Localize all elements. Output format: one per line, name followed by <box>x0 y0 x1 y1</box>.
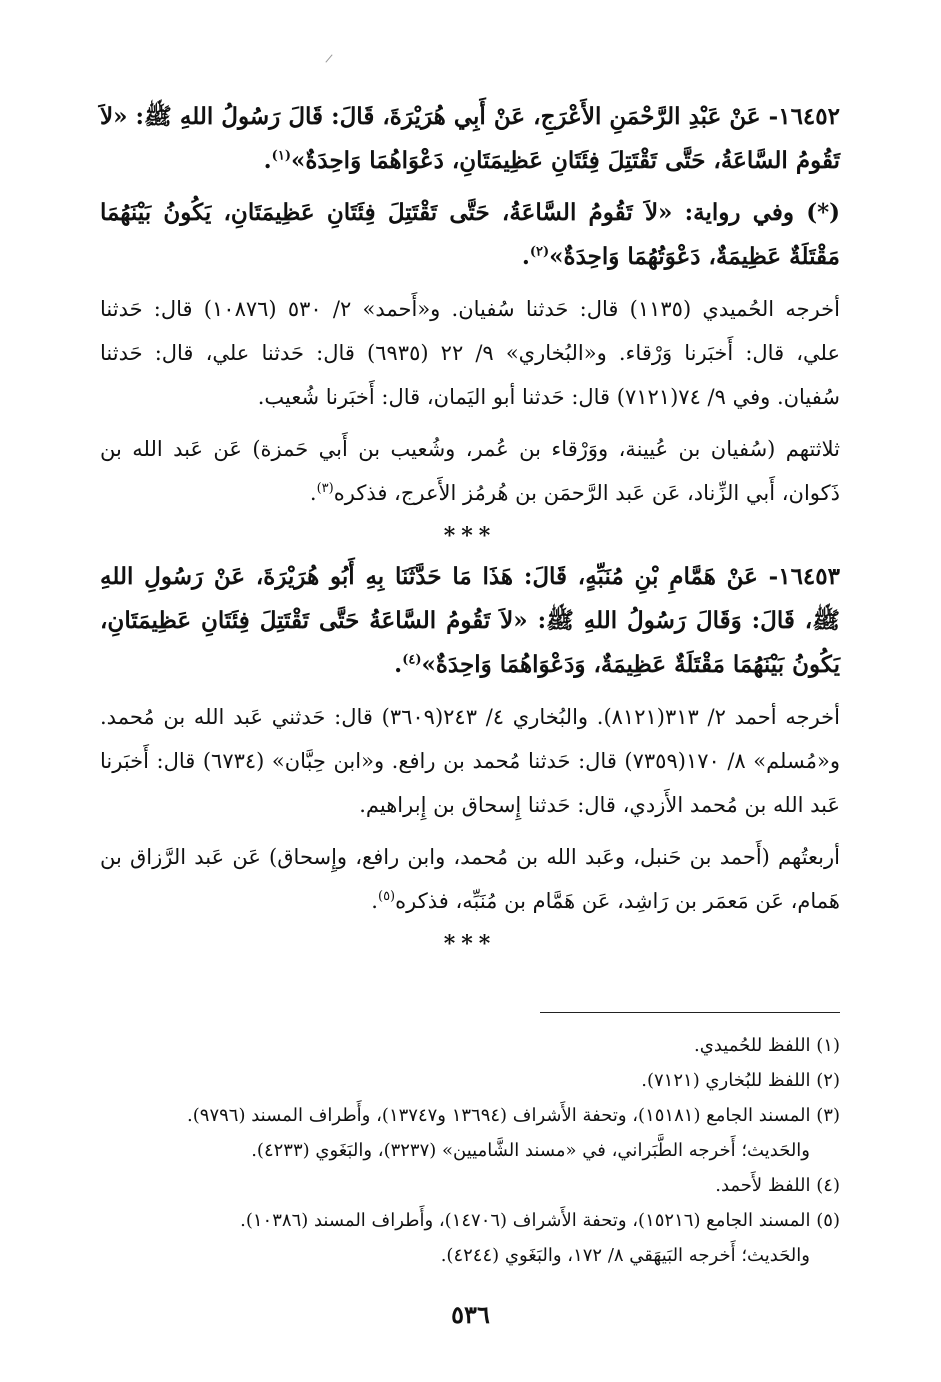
footnote-2: (٢) اللفظ للبُخاري (٧١٢١). <box>641 1070 840 1091</box>
main-text <box>100 95 840 963</box>
footnote-separator <box>540 1012 840 1013</box>
section-divider-2: *** <box>443 931 497 957</box>
chain-16453: أربعتُهم (أَحمد بن حَنبل، وعَبد الله بن مُحمد، وابن رافع، وإِسحاق) عَن عَبد الرَّزاق بن هَمام، عَن مَعمَر بن رَاشِد، عَن هَمَّام بن مُنَبِّه، فذكره$^{(٥)}$. <box>100 845 840 913</box>
footnote-4: (٤) اللفظ لأَحمد. <box>715 1175 840 1196</box>
footnote-ref-5: (٥) <box>377 889 396 904</box>
hadith-16453-text: ١٦٤٥٣- عَنْ هَمَّامِ بْنِ مُنَبِّهٍ، قَالَ: هَذَا مَا حَدَّثَنَا بِهِ أَبُو هُرَيْرَةَ، عَنْ رَسُولِ اللهِ ﷺ، قَالَ: وَقَالَ رَسُولُ اللهِ ﷺ: «لاَ تَقُومُ السَّاعَةُ حَتَّى تَقْتَتِلَ فِئَتَانِ عَظِيمَتَانِ، يَكُونُ بَيْنَهُمَا مَقْتَلَةٌ عَظِيمَةٌ، وَدَعْوَاهُمَا وَاحِدَةٌ» <box>100 563 840 678</box>
footnote-1: (١) اللفظ للحُميدي. <box>694 1035 840 1056</box>
chain-16453-text: أربعتُهم (أَحمد بن حَنبل، وعَبد الله بن مُحمد، وابن رافع، وإِسحاق) عَن عَبد الرَّزاق بن هَمام، عَن مَعمَر بن رَاشِد، عَن هَمَّام بن مُنَبِّه، فذكره <box>100 845 840 913</box>
scan-mark <box>325 54 332 62</box>
variant-narration-text: (*) وفي رواية: «لاَ تَقُومُ السَّاعَةُ، حَتَّى تَقْتَتِلَ فِئَتَانِ عَظِيمَتَانِ، يَكُونُ بَيْنَهُمَا مَقْتَلَةٌ عَظِيمَةٌ، دَعْوَتُهُمَا وَاحِدَةٌ» <box>100 199 840 270</box>
footnote-ref-4: (٤) <box>402 652 422 668</box>
variant-narration: (*) وفي رواية: «لاَ تَقُومُ السَّاعَةُ، حَتَّى تَقْتَتِلَ فِئَتَانِ عَظِيمَتَانِ، يَكُونُ بَيْنَهُمَا مَقْتَلَةٌ عَظِيمَةٌ، دَعْوَتُهُمَا وَاحِدَةٌ»$^{(٢)}$. <box>100 199 840 270</box>
hadith-16452-text: ١٦٤٥٢- عَنْ عَبْدِ الرَّحْمَنِ الأَعْرَجِ، عَنْ أَبِي هُرَيْرَةَ، قَالَ: قَالَ رَسُولُ اللهِ ﷺ: «لاَ تَقُومُ السَّاعَةُ، حَتَّى تَقْتَتِلَ فِئَتَانِ عَظِيمَتَانِ، دَعْوَاهُمَا وَاحِدَةٌ» <box>100 103 840 174</box>
footnote-ref-3: (٣) <box>316 481 334 496</box>
footnote-3: (٣) المسند الجامع (١٥١٨١)، وتحفة الأَشراف (١٣٦٩٤ و١٣٧٤٧)، وأَطراف المسند (٩٧٩٦). <box>187 1105 840 1126</box>
footnote-ref-1: (١) <box>271 148 291 164</box>
chain-16452: ثلاثتهم (سُفيان بن عُيينة، ووَرْقاء بن عُمر، وشُعيب بن أَبي حَمزة) عَن عَبد الله بن ذَكوان، أَبي الزِّناد، عَن عَبد الرَّحمَن بن هُرمُز الأَعرج، فذكره$^{(٣)}$. <box>100 437 840 505</box>
footnote-5-continued: والحَديث؛ أَخرجه البَيهَقي ٨/ ١٧٢، والبَغَوي (٤٢٤٤). <box>440 1245 810 1266</box>
footnote-ref-2: (٢) <box>529 244 550 260</box>
sources-16453: أخرجه أحمد ٢/ ٣١٣(٨١٢١). والبُخاري ٤/ ٢٤٣(٣٦٠٩) قال: حَدثني عَبد الله بن مُحمد. و«مُسلم» ٨/ ١٧٠(٧٣٥٩) قال: حَدثنا مُحمد بن رافع. و«ابن حِبَّان» (٦٧٣٤) قال: أَخبَرنا عَبد الله بن مُحمد الأَزدي، قال: حَدثنا إِسحاق بن إِبراهيم. <box>100 705 840 817</box>
section-divider-1: *** <box>443 523 497 549</box>
footnote-5: (٥) المسند الجامع (١٥٢١٦)، وتحفة الأَشراف (١٤٧٠٦)، وأَطراف المسند (١٠٣٨٦). <box>240 1210 840 1231</box>
footnote-3-continued: والحَديث؛ أَخرجه الطَّبَراني، في «مسند الشَّاميين» (٣٢٣٧)، والبَغَوي (٤٢٣٣). <box>251 1140 810 1161</box>
hadith-16453: ١٦٤٥٣- عَنْ هَمَّامِ بْنِ مُنَبِّهٍ، قَالَ: هَذَا مَا حَدَّثَنَا بِهِ أَبُو هُرَيْرَةَ، عَنْ رَسُولِ اللهِ ﷺ، قَالَ: وَقَالَ رَسُولُ اللهِ ﷺ: «لاَ تَقُومُ السَّاعَةُ حَتَّى تَقْتَتِلَ فِئَتَانِ عَظِيمَتَانِ، يَكُونُ بَيْنَهُمَا مَقْتَلَةٌ عَظِيمَةٌ، وَدَعْوَاهُمَا وَاحِدَةٌ»$^{(٤)}$. <box>100 563 840 678</box>
hadith-16452: ١٦٤٥٢- عَنْ عَبْدِ الرَّحْمَنِ الأَعْرَجِ، عَنْ أَبِي هُرَيْرَةَ، قَالَ: قَالَ رَسُولُ اللهِ ﷺ: «لاَ تَقُومُ السَّاعَةُ، حَتَّى تَقْتَتِلَ فِئَتَانِ عَظِيمَتَانِ، دَعْوَاهُمَا وَاحِدَةٌ»$^{(١)}$. <box>100 103 840 174</box>
sources-16452: أخرجه الحُميدي (١١٣٥) قال: حَدثنا سُفيان. و«أَحمد» ٢/ ٥٣٠ (١٠٨٧٦) قال: حَدثنا علي، قال: أَخبَرنا وَرْقاء. و«البُخاري» ٩/ ٢٢ (٦٩٣٥) قال: حَدثنا علي، قال: حَدثنا سُفيان. وفي ٩/ ٧٤(٧١٢١) قال: حَدثنا أبو اليَمان، قال: أَخبَرنا شُعيب. <box>100 297 840 409</box>
footnotes <box>100 1028 840 1273</box>
page-number: ٥٣٦ <box>451 1300 490 1329</box>
chain-16452-text: ثلاثتهم (سُفيان بن عُيينة، ووَرْقاء بن عُمر، وشُعيب بن أَبي حَمزة) عَن عَبد الله بن ذَكوان، أَبي الزِّناد، عَن عَبد الرَّحمَن بن هُرمُز الأَعرج، فذكره <box>100 437 840 505</box>
